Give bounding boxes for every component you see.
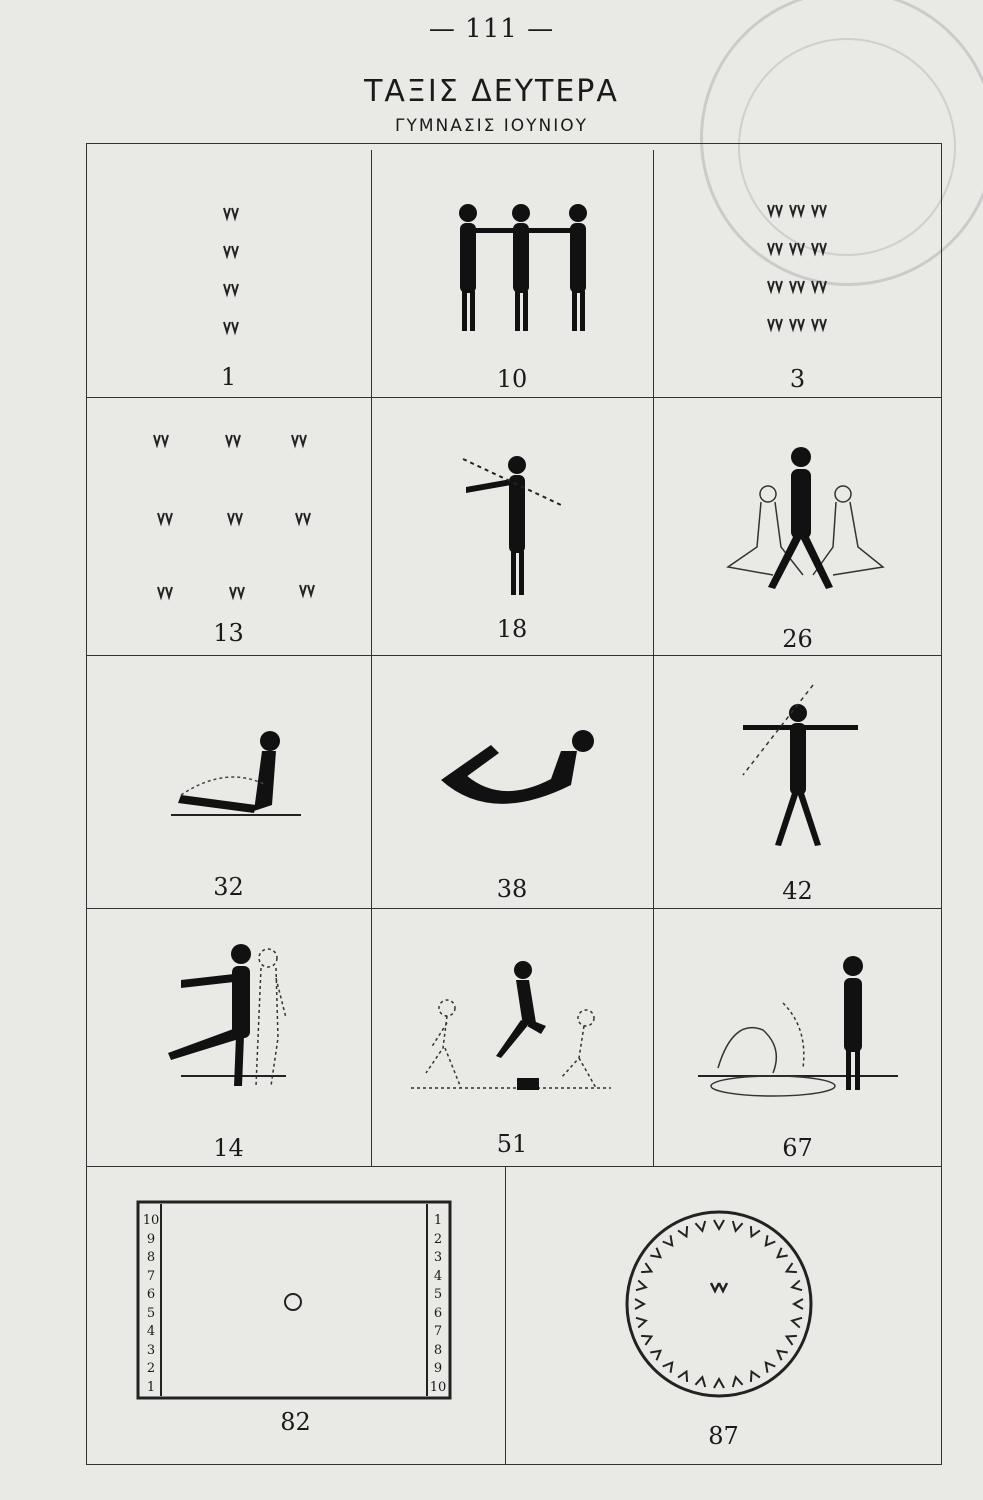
exercise-number: 67 (782, 1134, 813, 1162)
exercise-number: 38 (496, 875, 528, 903)
circle-footprint-mark (641, 1332, 653, 1345)
circle-footprint-mark (650, 1248, 663, 1261)
single-file-footprints-icon (86, 143, 371, 397)
seated-leg-raise-figure-icon (86, 655, 371, 908)
exercise-cell-42 (653, 655, 942, 908)
circle-footprint-mark (695, 1376, 707, 1387)
lane-number: 5 (433, 1287, 443, 1302)
circle-footprint-mark (784, 1263, 796, 1276)
exercise-number: 82 (280, 1408, 311, 1436)
lane-number: 9 (146, 1231, 156, 1247)
exercise-cell-1 (86, 143, 371, 397)
exercise-number: 32 (213, 873, 244, 901)
lane-number: 2 (433, 1231, 443, 1247)
circle-footprint-mark (663, 1359, 676, 1372)
lane-number: 6 (146, 1287, 156, 1302)
circle-footprint-mark (636, 1316, 647, 1328)
circle-footprint-mark (731, 1376, 743, 1387)
exercise-number: 87 (708, 1422, 739, 1450)
exercise-cell-10 (371, 143, 653, 397)
exercise-cell-18 (371, 397, 653, 655)
exercise-cell-67 (653, 908, 942, 1166)
lane-number: 10 (142, 1213, 160, 1228)
lane-number: 10 (429, 1379, 447, 1395)
exercise-number: 10 (496, 365, 528, 393)
circle-footprint-mark (784, 1332, 796, 1345)
right-lane-numbers (429, 1212, 447, 1397)
leg-kick-figure-icon (86, 908, 371, 1166)
circle-footprint-mark (650, 1347, 663, 1360)
lane-number: 3 (146, 1342, 156, 1358)
lane-number: 4 (146, 1324, 156, 1339)
lane-number: 2 (146, 1361, 156, 1376)
exercise-number: 51 (496, 1130, 528, 1158)
jumping-figures-icon (371, 908, 653, 1166)
exercise-cell-87 (505, 1166, 942, 1465)
circle-footprint-mark (678, 1369, 691, 1381)
left-lane-numbers (142, 1212, 160, 1397)
lane-number: 8 (146, 1250, 156, 1265)
lane-number: 9 (433, 1361, 443, 1376)
three-standing-figures-icon (371, 143, 653, 397)
circle-footprint-mark (747, 1369, 760, 1381)
circle-footprint-mark (774, 1248, 787, 1261)
circle-footprint-mark (663, 1235, 676, 1248)
page-number: — 111 — (428, 14, 555, 44)
exercise-cell-82 (86, 1166, 505, 1465)
lane-number: 1 (433, 1213, 443, 1228)
circle-footprint-mark (747, 1226, 760, 1238)
circle-footprint-mark (678, 1226, 691, 1238)
arms-spread-figure-icon (653, 655, 942, 908)
lane-number: 7 (433, 1324, 443, 1339)
exercise-cell-38 (371, 655, 653, 908)
circle-footprint-mark (774, 1347, 787, 1360)
exercise-cell-32 (86, 655, 371, 908)
circle-footprint-mark (762, 1235, 775, 1248)
lane-number: 7 (146, 1268, 156, 1284)
exercise-number: 18 (496, 615, 528, 643)
circle-formation-icon (505, 1166, 942, 1465)
exercise-number: 26 (782, 625, 813, 653)
circle-footprint-mark (791, 1316, 802, 1328)
circle-footprint-mark (731, 1221, 743, 1232)
exercise-number: 1 (220, 363, 237, 391)
circle-footprint-mark (714, 1379, 724, 1388)
exercise-number: 14 (213, 1134, 244, 1162)
lane-number: 5 (146, 1305, 156, 1321)
forward-roll-figure-icon (653, 908, 942, 1166)
page-subtitle: ΓΥΜΝΑΣΙΣ ΙΟΥΝΙΟΥ (394, 116, 589, 136)
exercise-number: 42 (782, 877, 813, 905)
circle-footprint-mark (695, 1221, 707, 1232)
lane-number: 8 (433, 1342, 443, 1358)
grid-footprints-icon (86, 397, 371, 655)
exercise-cell-3 (653, 143, 942, 397)
exercise-cell-51 (371, 908, 653, 1166)
lane-number: 3 (433, 1250, 443, 1265)
circle-footprint-mark (794, 1299, 803, 1309)
boat-pose-figure-icon (371, 655, 653, 908)
circle-footprint-mark (714, 1220, 724, 1229)
exercise-cell-14 (86, 908, 371, 1166)
exercise-cell-26 (653, 397, 942, 655)
circle-footprint-mark (762, 1359, 775, 1372)
circle-footprint-mark (641, 1263, 653, 1276)
exercise-cell-13 (86, 397, 371, 655)
exercise-number: 13 (213, 619, 244, 647)
circle-footprint-mark (636, 1280, 647, 1292)
circle-footprint-mark (635, 1299, 644, 1309)
lane-number: 4 (433, 1268, 443, 1284)
circle-footprint-mark (791, 1280, 802, 1292)
page-title: ΤΑΞΙΣ ΔΕΥΤΕΡΑ (364, 74, 619, 109)
exercise-number: 3 (789, 365, 806, 393)
triple-file-footprints-icon (653, 143, 942, 397)
group-squat-figures-icon (653, 397, 942, 655)
lane-number: 1 (146, 1379, 156, 1395)
lane-number: 6 (433, 1305, 443, 1321)
